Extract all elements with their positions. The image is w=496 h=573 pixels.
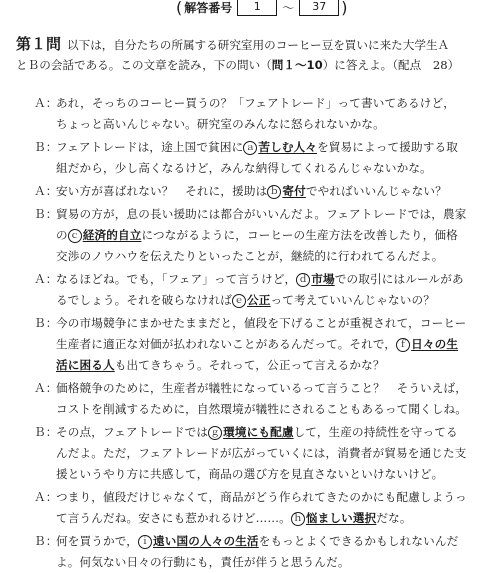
underlined-phrase: 寄付 (282, 184, 306, 198)
speech-line (34, 422, 484, 443)
speech-text: 今の市場競争にまかせたままだと，値段を下げることが重視されて，コーヒー (56, 316, 467, 330)
underlined-phrase: 日々の生 (411, 337, 459, 351)
speech-9 (34, 487, 484, 529)
speaker-label: Ａ： (34, 272, 58, 286)
question-heading-line-2 (16, 55, 486, 75)
underline-marker: ａ (243, 141, 257, 155)
speech-7 (34, 378, 484, 420)
underline-marker: ｇ (208, 426, 222, 440)
open-paren: ( (176, 0, 183, 17)
speech-text: あれ，そっちのコーヒー買うの？「フェアトレード」って書いてあるけど， (56, 96, 455, 110)
question-text-2a: とＢの会話である。この文章を読み，下の問い（ (16, 58, 272, 72)
speech-text: 安い方が喜ばれない？ それに，援助は (56, 184, 268, 198)
underline-marker: ｉ (138, 535, 152, 549)
underline-marker: ｄ (296, 273, 310, 287)
speech-text: ちょっと高いんじゃない。研究室のみんなに怒られないかな。 (56, 117, 385, 131)
answer-number-label: 解答番号 (184, 0, 233, 15)
speech-text: して，生産の持続性を守ってる (293, 425, 458, 439)
underline-marker: ｈ (291, 512, 305, 526)
speech-text: を貿易によって援助する取 (317, 140, 458, 154)
question-number: 第１問 (16, 35, 62, 53)
speech-line (34, 137, 484, 158)
speaker-label: Ａ： (34, 96, 58, 110)
speech-line (34, 290, 484, 311)
speech-line (34, 443, 484, 464)
speech-text: だな。 (376, 511, 412, 525)
question-text-1: 以下は，自分たちの所属する研究室用のコーヒー豆を買いに来た大学生Ａ (67, 38, 450, 52)
speaker-label: Ｂ： (34, 534, 58, 548)
question-text-2c: ）に答えよ。（配点 28） (322, 58, 460, 72)
underlined-phrase: 公正 (247, 293, 271, 307)
speech-3 (34, 181, 484, 202)
speech-line (34, 552, 484, 573)
speech-line (34, 531, 484, 552)
speech-text: なるほどね。でも，「フェア」って言うけど， (56, 272, 297, 286)
speech-line (34, 355, 484, 376)
speech-text: コストを削減するために，自然環境が犠牲にされることもあるって聞くしね。 (56, 402, 468, 416)
speech-8 (34, 422, 484, 485)
speech-line (34, 246, 484, 267)
speaker-label: Ｂ： (34, 207, 58, 221)
speech-2 (34, 137, 484, 179)
speech-text: の (56, 228, 68, 242)
speech-line (34, 204, 484, 225)
speech-line (34, 269, 484, 290)
speech-text: んだよ。ただ，フェアトレードが広がっていくには，消費者が貿易を通じた支 (56, 446, 467, 460)
speech-10 (34, 531, 484, 573)
close-paren: ) (341, 0, 348, 17)
speech-line (34, 487, 484, 508)
underline-marker: ｅ (232, 294, 246, 308)
speaker-label: Ａ： (34, 381, 58, 395)
underlined-phrase: 苦しむ人々 (258, 140, 318, 154)
underline-marker: ｃ (68, 229, 82, 243)
speaker-label: Ｂ： (34, 140, 58, 154)
question-heading-line-1 (16, 34, 486, 55)
speech-line (34, 313, 484, 334)
speech-5 (34, 269, 484, 311)
question-range: 問１〜10 (271, 58, 323, 72)
speech-text: 何を買うかで， (56, 534, 138, 548)
speech-text: て言うんだね。安さにも惹かれるけど……。 (56, 511, 291, 525)
underlined-phrase: 環境にも配慮 (223, 425, 294, 439)
speech-text: 貿易の方が，息の長い援助には都合がいいんだよ。フェアトレードでは，農家 (56, 207, 467, 221)
underlined-phrase: 遠い国の人々の生活 (152, 534, 259, 548)
speech-text: って考えていいんじゃないの？ (270, 293, 435, 307)
speaker-label: Ｂ： (34, 316, 58, 330)
speech-text: 生産者に適正な対価が払われないことがあるんだって。それで， (56, 337, 397, 351)
speech-text: 援というやり方に共感して，商品の選び方を見直さないといけないけど。 (56, 467, 444, 481)
speech-text: よ。何気ない日々の行動にも，責任が伴うと思うんだ。 (56, 555, 350, 569)
speech-line (34, 464, 484, 485)
speech-line (34, 399, 484, 420)
speech-text: も出てきちゃう。それって，公正って言えるかな？ (114, 358, 385, 372)
speech-line (34, 93, 484, 114)
speech-line (34, 378, 484, 399)
underlined-phrase: 悩ましい選択 (305, 511, 377, 525)
speech-1 (34, 93, 484, 135)
speaker-label: Ａ： (34, 490, 58, 504)
speech-line (34, 114, 484, 135)
underlined-phrase: 市場 (311, 272, 335, 286)
speech-text: 交渉のノウハウを伝えたりといったことが，継続的に行われてるんだよ。 (56, 249, 444, 263)
underlined-phrase: 経済的自立 (82, 228, 142, 242)
speaker-label: Ｂ： (34, 425, 58, 439)
speech-line (34, 158, 484, 179)
speech-text: つまり，値段だけじゃなくて，商品がどう作られてきたのかにも配慮しようっ (56, 490, 467, 504)
answer-number-tilde: 〜 (282, 0, 295, 15)
speech-line (34, 225, 484, 246)
underline-marker: ｂ (267, 185, 281, 199)
speech-text: につながるように，コーヒーの生産方法を改善したり，価格 (141, 228, 458, 242)
speech-text: フェアトレードは，途上国で貧困に (56, 140, 244, 154)
speech-line (34, 508, 484, 529)
answer-number-header (174, 0, 350, 18)
underlined-phrase: 活に困る人 (56, 358, 115, 372)
speech-text: るでしょう。それを破らなければ (56, 293, 233, 307)
speech-text: をもっとよくできるかもしれないんだ (258, 534, 459, 548)
speech-text: でやればいいんじゃない？ (305, 184, 447, 198)
speaker-label: Ａ： (34, 184, 58, 198)
speech-text: その点，フェアトレードでは (56, 425, 209, 439)
speech-text: 組だから，少し高くなるけど，みんな納得してくれるんじゃないかな。 (56, 161, 432, 175)
speech-line (34, 334, 484, 355)
underline-marker: ｆ (396, 338, 410, 352)
speech-4 (34, 204, 484, 267)
speech-text: での取引にはルールがあ (334, 272, 464, 286)
speech-text: 価格競争のために，生産者が犠牲になっているって言うこと？ そういえば， (56, 381, 468, 395)
speech-6 (34, 313, 484, 376)
answer-number-last-box: 37 (299, 0, 339, 16)
answer-number-first-box: 1 (237, 0, 277, 16)
speech-line (34, 181, 484, 202)
